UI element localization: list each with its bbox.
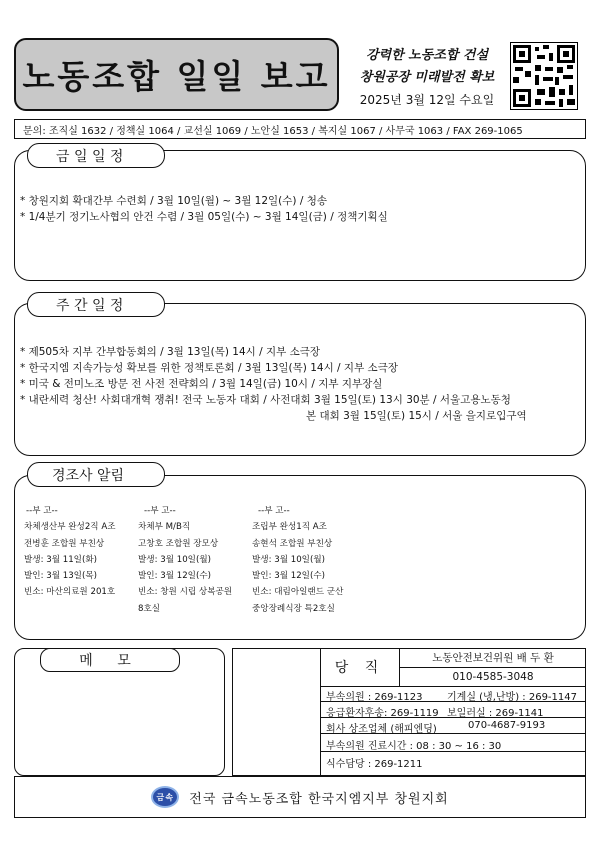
obit-line: --부 고-- <box>26 506 58 516</box>
obit-line: 발생: 3월 11일(화) <box>24 554 97 565</box>
qr-code-icon[interactable] <box>510 42 578 110</box>
list-item: * 1/4분기 정기노사협의 안건 수렴 / 3월 05일(수) ~ 3월 14일(금) / 정책기획실 <box>20 211 388 223</box>
divider <box>320 733 586 734</box>
list-item: * 내란세력 청산! 사회대개혁 쟁취! 전국 노동자 대회 / 사전대회 3월 15일(토) 13시 30분 / 서울고용노동청 <box>20 394 511 406</box>
list-item: * 창원지회 확대간부 수련회 / 3월 10일(월) ~ 3월 12일(수) / 청송 <box>20 195 328 207</box>
slogan-line-2: 창원공장 미래발전 확보 <box>359 70 495 85</box>
duty-row-1-right: 기계실 (냉,난방) : 269-1147 <box>447 692 577 703</box>
obit-line: 차체부 M/B직 <box>138 522 191 533</box>
weekly-schedule-title <box>27 292 165 317</box>
obit-line: 발인: 3월 13일(목) <box>24 571 97 582</box>
duty-label: 당 직 <box>320 648 400 687</box>
duty-row-3-right: 070-4687-9193 <box>468 720 546 731</box>
report-title-box <box>14 38 339 111</box>
obit-line: 고창호 조합원 장모상 <box>138 538 219 549</box>
obit-line: 전병훈 조합원 부친상 <box>24 538 105 549</box>
divider <box>320 717 586 718</box>
divider <box>320 701 586 702</box>
obit-line: 빈소: 창원 시립 상복공원 <box>138 587 233 598</box>
obit-line: 발인: 3월 12일(수) <box>138 571 211 582</box>
obituary-title <box>27 462 165 487</box>
memo-title: 메 모 <box>40 648 180 672</box>
today-schedule-title <box>27 143 165 168</box>
duty-row-1-left: 부속의원 : 269-1123 <box>326 692 423 703</box>
weekly-schedule-title-text: 주 간 일 정 <box>56 297 124 314</box>
list-item: * 미국 & 전미노조 방문 전 사전 전략회의 / 3월 14일(금) 10시 / 지부 지부장실 <box>20 378 383 390</box>
obituary-column-2 <box>138 503 232 617</box>
weekly-schedule-list <box>20 344 527 424</box>
duty-row-4: 부속의원 진료시간 : 08 : 30 ~ 16 : 30 <box>326 741 502 752</box>
obit-line: 차체생산부 완성2직 A조 <box>24 522 116 533</box>
list-item: * 제505차 지부 간부합동회의 / 3월 13일(목) 14시 / 지부 소극장 <box>20 346 321 358</box>
obit-line: 발생: 3월 10일(월) <box>138 554 211 565</box>
obit-line: 빈소: 대림아일랜드 군산 <box>252 587 344 598</box>
union-logo-icon <box>151 786 179 808</box>
duty-row-2-left: 응급환자후송: 269-1119 <box>326 708 439 719</box>
obituary-column-3 <box>252 503 343 617</box>
footer-bar <box>14 776 586 818</box>
report-date: 2025년 3월 12일 수요일 <box>359 93 495 107</box>
obit-line: 발생: 3월 10일(월) <box>252 554 325 565</box>
union-logo-text: 금속 <box>156 792 174 802</box>
duty-officer-name: 노동안전보건위원 배 두 환 <box>400 648 586 668</box>
obit-line: 중앙장례식장 특2호실 <box>252 603 335 614</box>
obituary-title-text: 경조사 알림 <box>52 467 125 484</box>
list-item: * 한국지엠 지속가능성 확보를 위한 정책토론회 / 3월 13일(목) 14시 / 지부 소극장 <box>20 362 398 374</box>
duty-row-5: 식수담당 : 269-1211 <box>326 759 423 770</box>
today-schedule-list <box>20 193 388 225</box>
today-schedule-title-text: 금 일 일 정 <box>56 148 124 165</box>
contact-bar: 문의: 조직실 1632 / 정책실 1064 / 교선실 1069 / 노안실 1653 / 복지실 1067 / 사무국 1063 / FAX 269-1065 <box>14 119 586 139</box>
obit-line: --부 고-- <box>258 506 290 516</box>
obit-line: 빈소: 마산의료원 201호 <box>24 587 116 598</box>
report-title: 노동조합 일일 보고 <box>22 57 331 96</box>
duty-officer-phone: 010-4585-3048 <box>400 668 586 687</box>
obit-line: 조립부 완성1직 A조 <box>252 522 327 533</box>
duty-row-2-right: 보일러실 : 269-1141 <box>447 708 544 719</box>
list-item-continuation: 본 대회 3월 15일(토) 15시 / 서울 을지로입구역 <box>306 410 527 422</box>
slogan-line-1: 강력한 노동조합 건설 <box>365 48 489 63</box>
divider <box>320 751 586 752</box>
obit-line: 송현석 조합원 부친상 <box>252 538 333 549</box>
obit-line: 8호실 <box>138 603 161 614</box>
obit-line: --부 고-- <box>144 506 176 516</box>
footer-org-name: 전국 금속노동조합 한국지엠지부 창원지회 <box>189 791 449 807</box>
obituary-column-1 <box>24 503 116 601</box>
duty-row-3-left: 회사 상조업체 (해피엔딩) <box>326 724 437 735</box>
obit-line: 발인: 3월 12일(수) <box>252 571 325 582</box>
